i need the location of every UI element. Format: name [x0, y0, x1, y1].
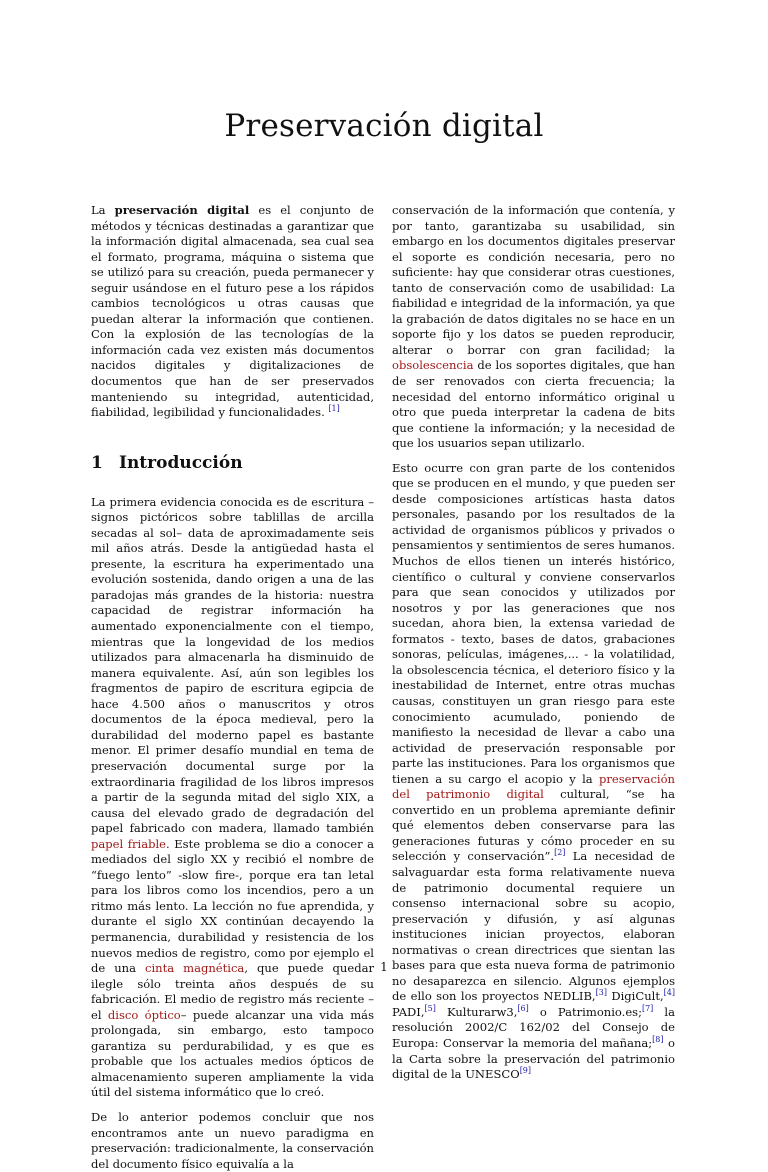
link-papel-friable[interactable]: papel friable	[91, 836, 167, 851]
ref-link-6[interactable]: [6]	[517, 1004, 529, 1014]
body-text: DigiCult,	[606, 989, 664, 1004]
link-preservacion-patrimonio[interactable]: preservación del patrimonio digital	[392, 771, 675, 802]
right-column	[392, 203, 675, 1083]
ref-link-7[interactable]: [7]	[641, 1004, 654, 1014]
intro-text-start: La	[91, 203, 115, 217]
link-cinta-magnetica[interactable]: cinta magnética	[145, 961, 245, 976]
link-disco-optico[interactable]: disco óptico	[107, 1007, 181, 1022]
body-text: conservación de la información que contenía, y por tanto, garantizaba su usabilidad, sin embargo en los documentos digitales preservar el soporte es condición necesaria, pero no suficiente: hay que considerar otras cuestiones, tanto de conservación como de usabilidad: La fiabilidad e integridad de la información, ya que la grabación de datos digitales no se hace en un soporte fijo y los datos se pueden reproducir, alterar o borrar con gran facilidad; la	[392, 203, 675, 357]
heritage-paragraph	[392, 461, 675, 1083]
ref-link-3[interactable]: [3]	[595, 988, 607, 998]
body-text: Esto ocurre con gran parte de los contenidos que se producen en el mundo, y que pueden ser desde composiciones artísticas hasta datos personales, pasando por los resultados de la actividad de organismos públicos y privados o pensamientos y sentimientos de seres humanos. Muchos de ellos tienen un interés histórico, científico o cultural y conviene conservarlos para que sean conocidos y utilizados por nosotros y por las generaciones que nos sucedan, ahora bien, la extensa variedad de formatos - texto, bases de datos, grabaciones sonoras, películas, imágenes,... - la volatilidad, la obsolescencia técnica, el deterioro físico y la inestabilidad de Internet, entre otras muchas causas, constituyen un gran riesgo para este conocimiento acumulado, poniendo de manifiesto la necesidad de llevar a cabo una actividad de preservación responsable por parte las instituciones. Para los organismos que tienen a su cargo el acopio y la	[392, 460, 675, 786]
intro-paragraph	[91, 203, 374, 421]
link-obsolescencia[interactable]: obsolescencia	[392, 358, 474, 373]
body-text: , que puede quedar ilegle sólo treinta años después de su fabricación. El medio de registro más reciente – el	[91, 961, 374, 1022]
body-text: La primera evidencia conocida es de escritura –signos pictóricos sobre tablillas de arcilla secadas al sol– data de aproximadamente seis mil años atrás. Desde la antigüedad hasta el presente, la escritura ha experimentado una evolución sostenida, dando origen a una de las paradojas más grandes de la historia: nuestra capacidad de registrar información ha aumentado exponencialmente con el tiempo, mientras que la longevidad de los medios utilizados para almacenarla ha disminuido de manera equivalente. Así, aún son legibles los fragmentos de papiro de escritura egipcia de hace 4.500 años o manuscritos y otros documentos de la época medieval, pero la durabilidad del moderno papel es bastante menor. El primer desafío mundial en tema de preservación documental surge por la extraordinaria fragilidad de los libros impresos a partir de la segunda mitad del siglo XIX, a causa del elevado grado de degradación del papel fabricado con madera, llamado también	[91, 494, 374, 836]
ref-link-4[interactable]: [4]	[663, 988, 675, 998]
body-text: – puede alcanzar una vida más prolongada, sin embargo, esto tampoco garantiza su perdurabilidad, y es que es probable que los actuales medios ópticos de almacenamiento superen ampliamente la vida útil del sistema informático que lo creó.	[91, 1007, 374, 1100]
ref-link-5[interactable]: [5]	[424, 1004, 436, 1014]
page-number: 1	[380, 960, 388, 974]
body-text: . Este problema se dio a conocer a mediados del siglo XX y recibió el nombre de “fuego lento” -slow fire-, porque era tan letal para los libros como los incendios, pero a un ritmo más lento. La lección no fue aprendida, y durante el siglo XX continúan decayendo la permanencia, durabilidad y resistencia de los nuevos medios de registro, como por ejemplo el de una	[91, 836, 375, 976]
page-title: Preservación digital	[224, 108, 544, 144]
intro-body-paragraph	[91, 495, 374, 1101]
body-text: la resolución 2002/C 162/02 del Consejo de Europa: Conservar la memoria del mañana;	[392, 1004, 675, 1050]
body-text: La necesidad de salvaguardar esta forma relativamente nueva de patrimonio documental requiere un consenso internacional sobre su acopio, preservación y difusión, y así algunas instituciones inician proyectos, elaboran normativas o crean directrices que sientan las bases para que esta nueva forma de patrimonio no desaparezca en silencio. Algunos ejemplos de ello son los proyectos NEDLIB,	[392, 849, 675, 1004]
conclusion-paragraph: De lo anterior podemos concluir que nos encontramos ante un nuevo paradigma en preservación: tradicionalmente, la conservación del documento físico equivalía a la	[91, 1109, 374, 1171]
body-text: PADI,	[392, 1004, 425, 1019]
body-text: cultural, “se ha convertido en un problema apremiante definir qué elementos deben conservarse para las generaciones futuras y cómo proceder en su selección y conservación”.	[392, 787, 676, 864]
section-heading	[91, 453, 374, 473]
continuation-paragraph	[392, 203, 675, 452]
body-text: o la Carta sobre la preservación del patrimonio digital de la UNESCO	[392, 1035, 675, 1082]
ref-link-2[interactable]: [2]	[554, 848, 566, 858]
body-text: o Patrimonio.es;	[528, 1004, 642, 1019]
left-column	[91, 203, 374, 1172]
section-title: Introducción	[119, 452, 243, 473]
intro-term: preservación digital	[114, 203, 250, 217]
intro-text: es el conjunto de métodos y técnicas destinadas a garantizar que la información digital almacenada, sea cual sea el formato, programa, máquina o sistema que se utilizó para su creación, pueda permanecer y seguir usándose en el futuro pese a los rápidos cambios tecnológicos u otras causas que puedan alterar la información que contienen. Con la explosión de las tecnologías de la información cada vez existen más documentos nacidos digitales y digitalizaciones de documentos que han de ser preservados manteniendo su integridad, autenticidad, fiabilidad, legibilidad y funcionalidades.	[91, 203, 374, 420]
body-text: Kulturarw3,	[435, 1004, 518, 1019]
section-number: 1	[91, 452, 103, 473]
ref-link-8[interactable]: [8]	[652, 1035, 664, 1045]
body-text: de los soportes digitales, que han de ser renovados con cierta frecuencia; la necesidad del entorno informático original u otro que pueda interpretar la cadena de bits que contiene la información; y la necesidad de que los usuarios sepan utilizarlo.	[392, 358, 675, 451]
ref-link-1[interactable]: [1]	[328, 404, 340, 414]
ref-link-9[interactable]: [9]	[519, 1066, 532, 1076]
